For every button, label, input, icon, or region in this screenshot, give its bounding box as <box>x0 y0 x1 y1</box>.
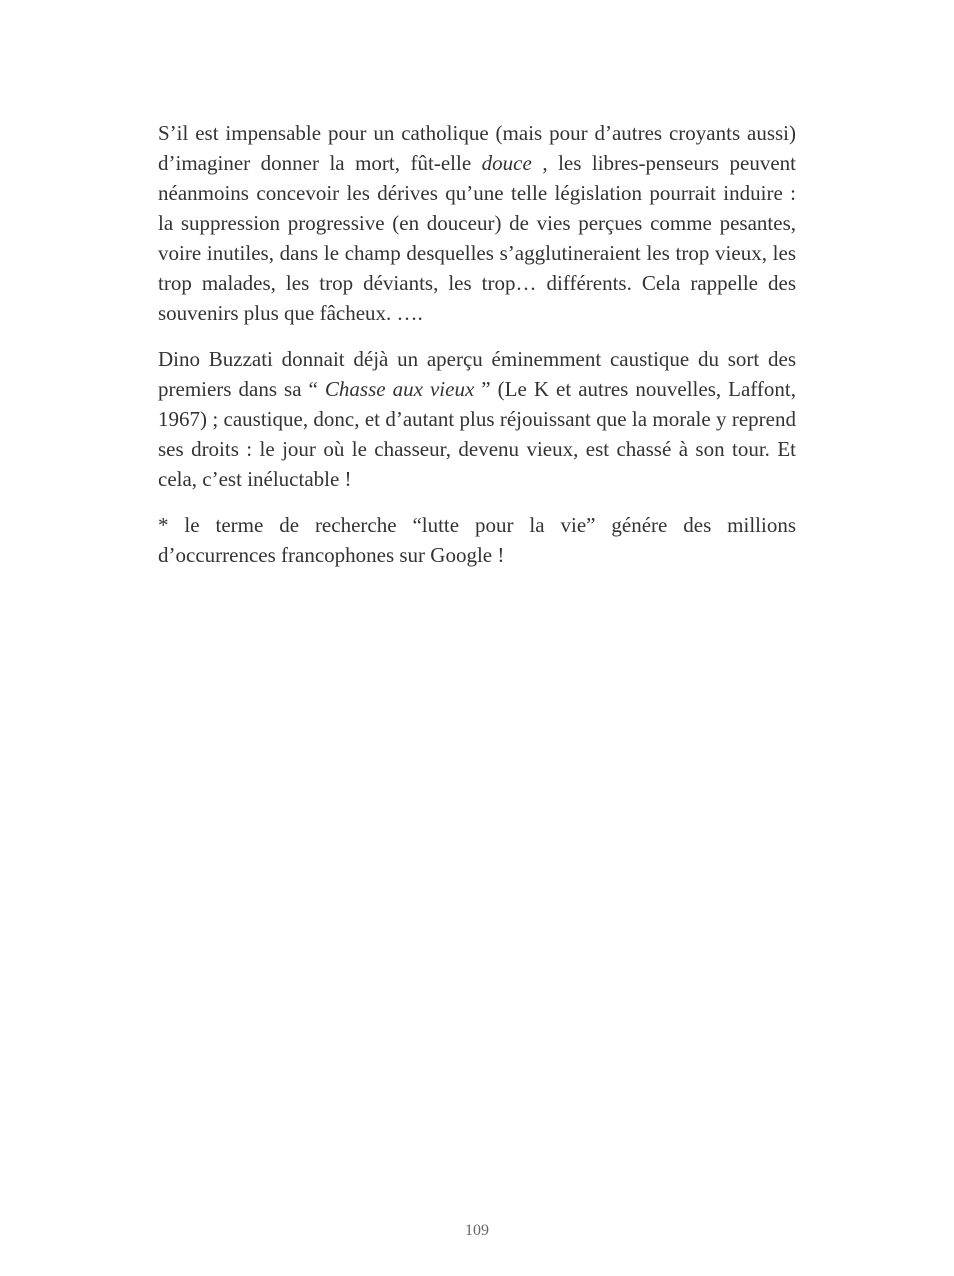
paragraph-2 <box>158 344 796 494</box>
paragraph-1 <box>158 118 796 328</box>
paragraph-2-italic: Chasse aux vieux <box>324 377 475 401</box>
page-number: 109 <box>465 1222 489 1239</box>
paragraph-1-italic: douce <box>481 151 532 175</box>
body-text <box>158 118 796 586</box>
paragraph-1-text-a: S’il est impensable pour un catholique (mais pour d’autres croyants aussi) d’imaginer donner la mort, fût-elle <box>158 121 796 175</box>
paragraph-2-text-b: ” (Le K et autres nouvelles, Laffont, 1967) ; caustique, donc, et d’autant plus réjouissant que la morale y reprend ses droits : le jour où le chasseur, devenu vieux, est chassé à son tour. Et cela, c’est inéluctable ! <box>158 377 796 491</box>
paragraph-3-footnote <box>158 510 796 570</box>
paragraph-1-text-b: , les libres-penseurs peuvent néanmoins concevoir les dérives qu’une telle législation pourrait induire : la suppression progressive (en douceur) de vies perçues comme pesantes, voire inutiles, dans le champ desquelles s’agglutineraient les trop vieux, les trop malades, les trop déviants, les trop… différents. Cela rappelle des souvenirs plus que fâcheux. …. <box>158 151 796 325</box>
paragraph-2-text-a: Dino Buzzati donnait déjà un aperçu éminemment caustique du sort des premiers dans sa “ <box>158 347 796 401</box>
paragraph-3-text: * le terme de recherche “lutte pour la vie” génére des millions d’occurrences francophones sur Google ! <box>158 513 796 567</box>
